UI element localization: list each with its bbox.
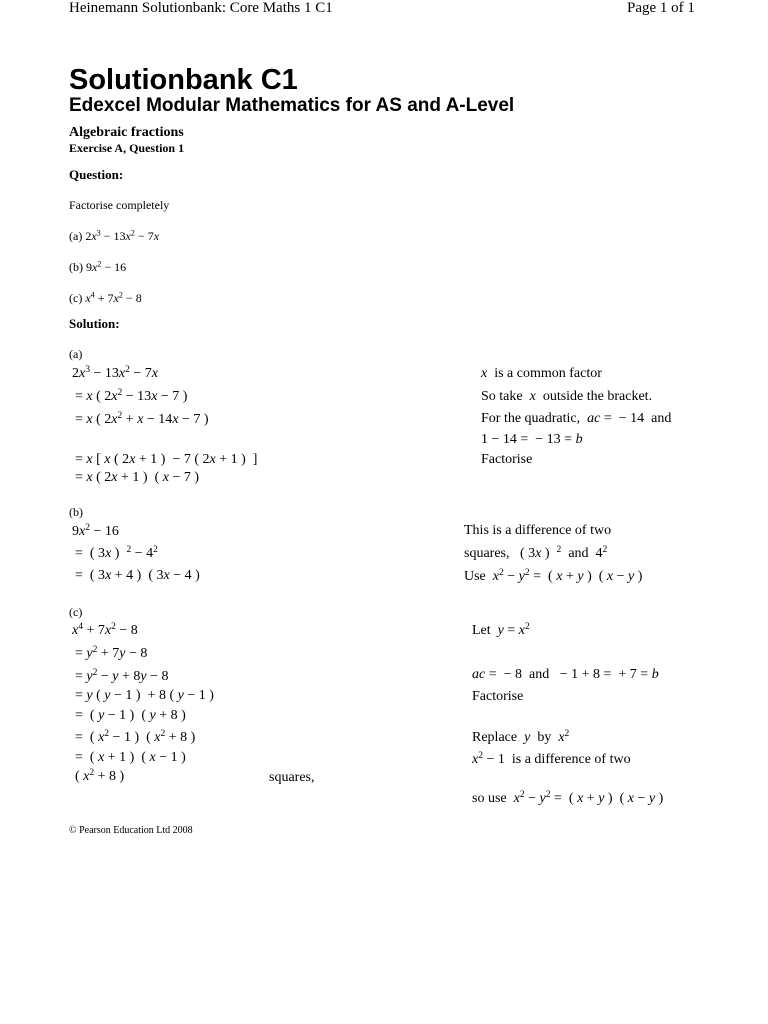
note-a-1: x is a common factor <box>481 366 602 381</box>
solution-b-line-2: = ( 3x ) $^2 - 4^2$ <box>75 544 158 561</box>
note-b-2: squares, ( 3x ) $^2$ and $4^2$ <box>464 544 608 561</box>
solution-a-line-3: = x ( $2x^2 + x - 14x - 7$ ) <box>75 410 209 427</box>
note-b-1: This is a difference of two <box>464 523 612 538</box>
solution-c-line-6: = ( $x^2 - 1$ ) ( $x^2 + 8$ ) <box>75 728 196 745</box>
solution-label-a: (a) <box>69 347 83 361</box>
note-c-6: so use $x^2 - y^2$ = ( x + y ) ( x − y ) <box>472 789 664 806</box>
note-b-3: Use $x^2 - y^2$ = ( x + y ) ( x − y ) <box>464 567 643 584</box>
note-c-2: ac = − 8 and − 1 + 8 = + 7 = b <box>472 667 659 682</box>
question-part-c: (c) $x^4 + 7x^2 - 8$ <box>69 290 142 305</box>
page-subtitle: Edexcel Modular Mathematics for AS and A-Level <box>69 95 515 116</box>
question-instruction: Factorise completely <box>69 198 170 212</box>
solution-c-line-1: $x^4 + 7x^2 - 8$ <box>72 621 138 638</box>
solution-a-line-2: = x ( $2x^2 - 13x - 7$ ) <box>75 387 188 404</box>
note-a-2: So take x outside the bracket. <box>481 389 653 404</box>
solution-c-squares: squares, <box>269 770 315 785</box>
solution-a-line-4: = x [ x ( 2x + 1 ) − 7 ( 2x + 1 ) ] <box>75 452 258 467</box>
note-a-4: 1 − 14 = − 13 = b <box>481 432 583 447</box>
solution-a-line-5: = x ( 2x + 1 ) ( x − 7 ) <box>75 470 200 485</box>
solution-c-line-4: = y ( y − 1 ) + 8 ( y − 1 ) <box>75 688 214 703</box>
solution-c-line-2: = $y^2 + 7y - 8$ <box>75 644 148 661</box>
note-a-5: Factorise <box>481 452 533 467</box>
note-c-4: Replace y by $x^2$ <box>472 728 570 745</box>
note-c-3: Factorise <box>472 689 524 704</box>
question-part-b: (b) $9x^2 - 16$ <box>69 259 127 274</box>
question-part-a: (a) $2x^3 - 13x^2 - 7x$ <box>69 228 160 243</box>
solution-a-line-1: $2x^3 - 13x^2 - 7x$ <box>72 364 158 381</box>
page-header-title: Heinemann Solutionbank: Core Maths 1 C1 <box>69 0 333 16</box>
note-c-1: Let $y = x^2$ <box>472 621 530 638</box>
topic-heading: Algebraic fractions <box>69 125 184 140</box>
page-title: Solutionbank C1 <box>69 64 298 96</box>
solution-b-line-3: = ( 3x + 4 ) ( 3x − 4 ) <box>75 568 200 583</box>
solution-c-line-8: ( $x^2 + 8$ ) <box>75 767 125 784</box>
solution-b-line-1: $9x^2 - 16$ <box>72 522 119 539</box>
note-a-3: For the quadratic, ac = − 14 and <box>481 411 672 426</box>
solution-heading: Solution: <box>69 316 120 331</box>
solution-c-line-7: = ( x + 1 ) ( x − 1 ) <box>75 750 186 765</box>
solution-label-c: (c) <box>69 605 83 619</box>
solution-label-b: (b) <box>69 505 83 519</box>
note-c-5: $x^2 - 1$ is a difference of two <box>472 750 631 767</box>
copyright-footer: © Pearson Education Ltd 2008 <box>69 825 193 836</box>
solution-c-line-3: = $y^2 - y + 8y - 8$ <box>75 667 169 684</box>
exercise-heading: Exercise A, Question 1 <box>69 141 185 155</box>
page-number: Page 1 of 1 <box>627 0 695 16</box>
question-heading: Question: <box>69 167 124 182</box>
solution-c-line-5: = ( y − 1 ) ( y + 8 ) <box>75 708 186 723</box>
